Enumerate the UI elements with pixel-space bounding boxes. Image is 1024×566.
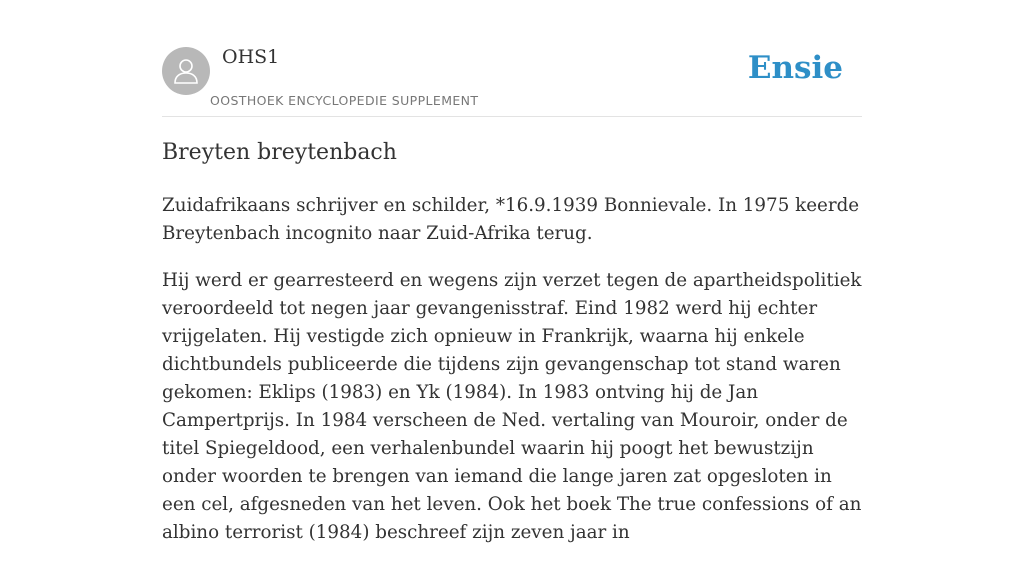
header (162, 0, 862, 117)
article-body (162, 192, 870, 566)
paragraph: Hij werd er gearresteerd en wegens zijn verzet tegen de apartheidspolitiek veroordeeld tot negen jaar gevangenisstraf. Eind 1982 werd hij echter vrijgelaten. Hij vestigde zich opnieuw in Frankrijk, waarna hij enkele dichtbundels publiceerde die tijdens zijn gevangenschap tot stand waren gekomen: Eklips (1983) en Yk (1984). In 1983 ontving hij de Jan Campertprijs. In 1984 verscheen de Ned. vertaling van Mouroir, onder de titel Spiegeldood, een verhalenbundel waarin hij poogt het bewustzijn onder woorden te brengen van iemand die lange jaren zat opgesloten in een cel, afgesneden van het leven. Ook het boek The true confessions of an albino terrorist (1984) beschreef zijn zeven jaar in (162, 270, 862, 543)
source-name[interactable]: OOSTHOEK ENCYCLOPEDIE SUPPLEMENT (210, 93, 479, 108)
paragraph: Zuidafrikaans schrijver en schilder, *16.9.1939 Bonnievale. In 1975 keerde Breytenbach incognito naar Zuid-Afrika terug. (162, 195, 860, 244)
avatar[interactable] (162, 47, 210, 95)
article-title: Breyten breytenbach (162, 140, 397, 165)
username[interactable]: OHS1 (222, 46, 280, 68)
site-logo[interactable]: Ensie (747, 50, 843, 86)
user-icon (171, 56, 201, 86)
